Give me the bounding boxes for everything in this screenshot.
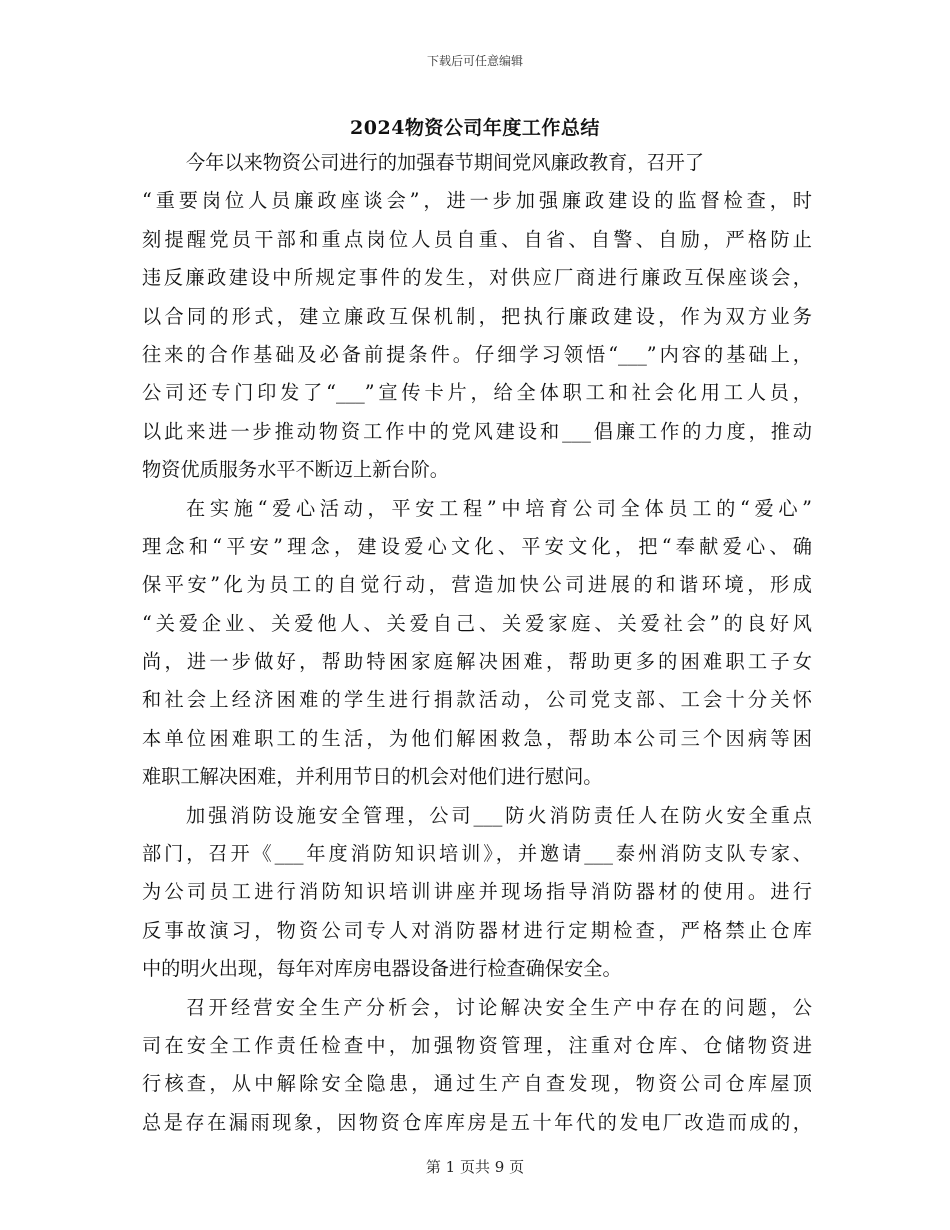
page-number-footer: 第 1 页共 9 页	[425, 1158, 525, 1176]
text-line: 部门，召开《___年度消防知识培训》，并邀请___泰州消防支队专家、	[142, 842, 812, 866]
text-line: 公司还专门印发了“___”宣传卡片，给全体职工和社会化用工人员，	[142, 381, 812, 405]
page-header-note: 下载后可任意编辑	[426, 54, 523, 68]
text-line: 为公司员工进行消防知识培训讲座并现场指导消防器材的使用。进行	[142, 880, 812, 904]
text-line: 本单位困难职工的生活，为他们解困救急，帮助本公司三个因病等困	[142, 726, 812, 750]
text-line: 难职工解决困难，并利用节日的机会对他们进行慰问。	[142, 765, 603, 789]
document-title: 2024物资公司年度工作总结	[350, 117, 600, 139]
text-line: 今年以来物资公司进行的加强春节期间党风廉政教育，召开了	[186, 151, 705, 174]
text-line: 反事故演习，物资公司专人对消防器材进行定期检查，严格禁止仓库	[142, 918, 812, 942]
text-line: 保平安”化为员工的自觉行动，营造加快公司进展的和谐环境，形成	[142, 573, 812, 597]
text-line: 中的明火出现，每年对库房电器设备进行检查确保安全。	[142, 957, 622, 981]
text-line: 刻提醒党员干部和重点岗位人员自重、自省、自警、自励，严格防止	[142, 227, 812, 251]
text-line: 物资优质服务水平不断迈上新台阶。	[142, 458, 449, 482]
document-body	[142, 144, 812, 1142]
text-line: “关爱企业、关爱他人、关爱自己、关爱家庭、关爱社会”的良好风	[142, 611, 812, 635]
text-line: 理念和“平安”理念，建设爱心文化、平安文化，把“奉献爱心、确	[142, 534, 812, 558]
text-line: 和社会上经济困难的学生进行捐款活动，公司党支部、工会十分关怀	[142, 688, 812, 712]
text-line: 司在安全工作责任检查中，加强物资管理，注重对仓库、仓储物资进	[142, 1033, 812, 1057]
text-line: 以合同的形式，建立廉政互保机制，把执行廉政建设，作为双方业务	[142, 304, 812, 328]
text-line: 总是存在漏雨现象，因物资仓库库房是五十年代的发电厂改造而成的，	[142, 1110, 812, 1134]
text-line: 行核查，从中解除安全隐患，通过生产自查发现，物资公司仓库屋顶	[142, 1072, 812, 1096]
text-line: 违反廉政建设中所规定事件的发生，对供应厂商进行廉政互保座谈会，	[142, 266, 812, 290]
text-line: 召开经营安全生产分析会，讨论解决安全生产中存在的问题，公	[186, 995, 812, 1019]
text-line: 在实施“爱心活动，平安工程”中培育公司全体员工的“爱心”	[186, 496, 812, 520]
text-line: 加强消防设施安全管理，公司___防火消防责任人在防火安全重点	[186, 803, 812, 827]
text-line: “重要岗位人员廉政座谈会”，进一步加强廉政建设的监督检查，时	[142, 189, 812, 213]
text-line: 尚，进一步做好，帮助特困家庭解决困难，帮助更多的困难职工子女	[142, 650, 812, 674]
text-line: 往来的合作基础及必备前提条件。仔细学习领悟“___”内容的基础上，	[142, 342, 812, 366]
text-line: 以此来进一步推动物资工作中的党风建设和___倡廉工作的力度，推动	[142, 419, 812, 443]
